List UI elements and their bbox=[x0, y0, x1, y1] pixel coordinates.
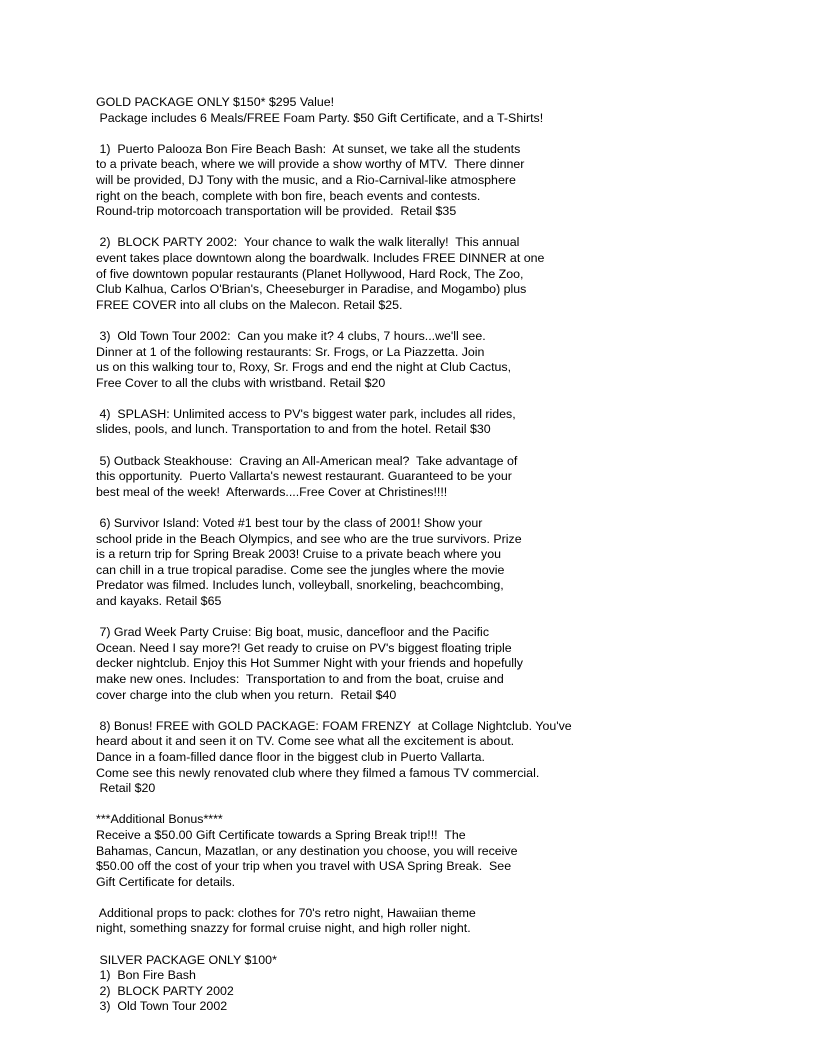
text-line: is a return trip for Spring Break 2003! Cruise to a private beach where you bbox=[96, 547, 501, 562]
text-line: will be provided, DJ Tony with the music, and a Rio-Carnival-like atmosphere bbox=[96, 172, 516, 187]
paragraph-spacer bbox=[96, 126, 786, 142]
text-line: 1) Bon Fire Bash bbox=[96, 968, 196, 983]
paragraph-6 bbox=[96, 516, 786, 610]
paragraph-10 bbox=[96, 906, 786, 937]
paragraph-spacer bbox=[96, 703, 786, 719]
text-line: Gift Certificate for details. bbox=[96, 874, 236, 889]
text-line: us on this walking tour to, Roxy, Sr. Frogs and end the night at Club Cactus, bbox=[96, 360, 512, 375]
package-header bbox=[96, 95, 786, 126]
text-line: Come see this newly renovated club where they filmed a famous TV commercial. bbox=[96, 765, 540, 780]
text-line: 1) Puerto Palooza Bon Fire Beach Bash: At sunset, we take all the students bbox=[96, 141, 521, 156]
text-line: 2) BLOCK PARTY 2002: Your chance to walk the walk literally! This annual bbox=[96, 235, 520, 250]
paragraph-spacer bbox=[96, 890, 786, 906]
paragraph-11 bbox=[96, 953, 786, 1015]
text-line: of five downtown popular restaurants (Planet Hollywood, Hard Rock, The Zoo, bbox=[96, 266, 524, 281]
paragraph-8 bbox=[96, 719, 786, 797]
text-line: 3) Old Town Tour 2002: Can you make it? 4 clubs, 7 hours...we'll see. bbox=[96, 328, 486, 343]
text-line: Receive a $50.00 Gift Certificate towards a Spring Break trip!!! The bbox=[96, 827, 466, 842]
paragraph-4 bbox=[96, 407, 786, 438]
paragraph-spacer bbox=[96, 610, 786, 626]
text-line: best meal of the week! Afterwards....Free Cover at Christines!!!! bbox=[96, 484, 448, 499]
text-line: Club Kalhua, Carlos O'Brian's, Cheeseburger in Paradise, and Mogambo) plus bbox=[96, 282, 527, 297]
text-line: school pride in the Beach Olympics, and see who are the true survivors. Prize bbox=[96, 531, 522, 546]
paragraph-spacer bbox=[96, 313, 786, 329]
text-line: slides, pools, and lunch. Transportation to and from the hotel. Retail $30 bbox=[96, 422, 491, 437]
text-line: this opportunity. Puerto Vallarta's newest restaurant. Guaranteed to be your bbox=[96, 469, 512, 484]
paragraph-spacer bbox=[96, 391, 786, 407]
text-line: Dance in a foam-filled dance floor in the biggest club in Puerto Vallarta. bbox=[96, 749, 485, 764]
text-line: Predator was filmed. Includes lunch, volleyball, snorkeling, beachcombing, bbox=[96, 578, 504, 593]
paragraph-1 bbox=[96, 142, 786, 220]
document-page bbox=[96, 95, 786, 1015]
text-line: to a private beach, where we will provide a show worthy of MTV. There dinner bbox=[96, 157, 525, 172]
text-line: ***Additional Bonus**** bbox=[96, 812, 223, 827]
text-line: right on the beach, complete with bon fire, beach events and contests. bbox=[96, 188, 481, 203]
text-line: 7) Grad Week Party Cruise: Big boat, music, dancefloor and the Pacific bbox=[96, 625, 490, 640]
gold-package-subtitle: Package includes 6 Meals/FREE Foam Party. $50 Gift Certificate, and a T-Shirts! bbox=[96, 110, 544, 125]
text-line: Ocean. Need I say more?! Get ready to cruise on PV's biggest floating triple bbox=[96, 640, 512, 655]
text-line: Retail $20 bbox=[96, 781, 156, 796]
text-line: Bahamas, Cancun, Mazatlan, or any destination you choose, you will receive bbox=[96, 843, 518, 858]
text-line: SILVER PACKAGE ONLY $100* bbox=[96, 952, 277, 967]
paragraph-3 bbox=[96, 329, 786, 391]
text-line: 3) Old Town Tour 2002 bbox=[96, 999, 228, 1014]
text-line: 8) Bonus! FREE with GOLD PACKAGE: FOAM FRENZY at Collage Nightclub. You've bbox=[96, 718, 572, 733]
text-line: Free Cover to all the clubs with wristband. Retail $20 bbox=[96, 375, 386, 390]
text-line: can chill in a true tropical paradise. Come see the jungles where the movie bbox=[96, 562, 505, 577]
paragraph-9 bbox=[96, 812, 786, 890]
package-sections bbox=[96, 126, 786, 1015]
paragraph-5 bbox=[96, 454, 786, 501]
text-line: make new ones. Includes: Transportation to and from the boat, cruise and bbox=[96, 671, 504, 686]
text-line: 4) SPLASH: Unlimited access to PV's biggest water park, includes all rides, bbox=[96, 406, 516, 421]
paragraph-spacer bbox=[96, 500, 786, 516]
text-line: Round-trip motorcoach transportation will be provided. Retail $35 bbox=[96, 204, 457, 219]
text-line: FREE COVER into all clubs on the Malecon. Retail $25. bbox=[96, 297, 403, 312]
gold-package-title: GOLD PACKAGE ONLY $150* $295 Value! bbox=[96, 95, 335, 109]
text-line: $50.00 off the cost of your trip when you travel with USA Spring Break. See bbox=[96, 859, 512, 874]
text-line: and kayaks. Retail $65 bbox=[96, 594, 222, 608]
text-line: Dinner at 1 of the following restaurants: Sr. Frogs, or La Piazzetta. Join bbox=[96, 344, 485, 359]
paragraph-spacer bbox=[96, 937, 786, 953]
text-line: cover charge into the club when you return. Retail $40 bbox=[96, 687, 397, 702]
paragraph-spacer bbox=[96, 438, 786, 454]
text-line: 5) Outback Steakhouse: Craving an All-American meal? Take advantage of bbox=[96, 453, 518, 468]
text-line: event takes place downtown along the boardwalk. Includes FREE DINNER at one bbox=[96, 250, 545, 265]
paragraph-spacer bbox=[96, 797, 786, 813]
text-line: decker nightclub. Enjoy this Hot Summer Night with your friends and hopefully bbox=[96, 656, 523, 671]
paragraph-spacer bbox=[96, 220, 786, 236]
paragraph-2 bbox=[96, 235, 786, 313]
text-line: 6) Survivor Island: Voted #1 best tour by the class of 2001! Show your bbox=[96, 516, 483, 531]
text-line: night, something snazzy for formal cruise night, and high roller night. bbox=[96, 921, 471, 936]
text-line: 2) BLOCK PARTY 2002 bbox=[96, 983, 234, 998]
text-line: Additional props to pack: clothes for 70's retro night, Hawaiian theme bbox=[96, 905, 476, 920]
paragraph-7 bbox=[96, 625, 786, 703]
text-line: heard about it and seen it on TV. Come see what all the excitement is about. bbox=[96, 734, 515, 749]
